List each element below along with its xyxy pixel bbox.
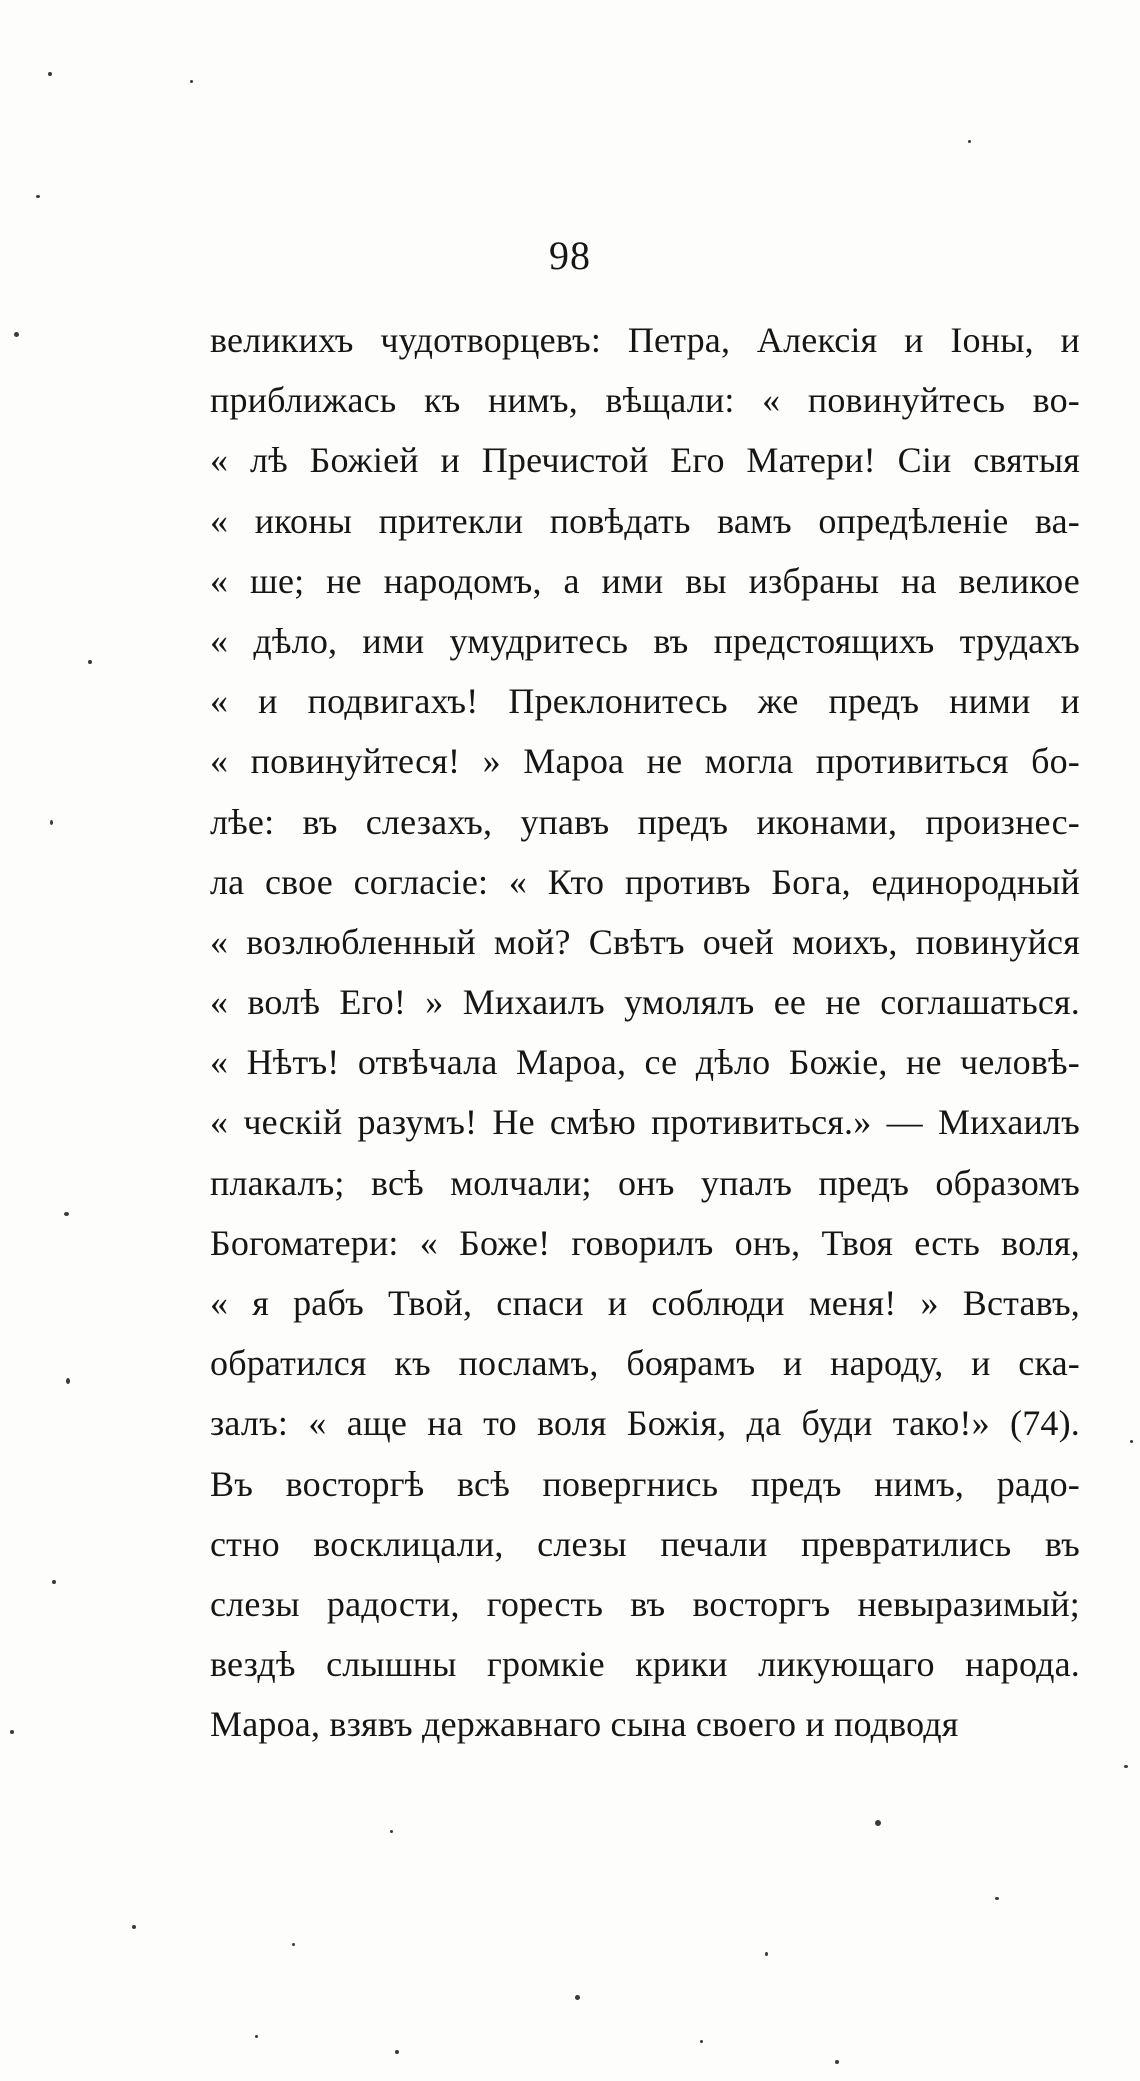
scan-speck bbox=[995, 1897, 999, 1900]
text-line: « дѣло, ими умудритесь въ предстоящихъ трудахъ bbox=[210, 620, 1080, 661]
page-number: 98 bbox=[549, 233, 591, 278]
text-line: стно восклицали, слезы печали превратились въ bbox=[210, 1523, 1080, 1564]
text-line: обратился къ посламъ, боярамъ и народу, и ска- bbox=[210, 1343, 1080, 1384]
scan-speck bbox=[48, 72, 52, 76]
text-line: слезы радости, горесть въ восторгъ невыразимый; bbox=[210, 1583, 1080, 1624]
scan-speck bbox=[66, 1378, 70, 1384]
scan-speck bbox=[395, 2050, 399, 2054]
scan-speck bbox=[390, 1830, 393, 1833]
scan-speck bbox=[700, 2040, 703, 2043]
scan-speck bbox=[292, 1943, 295, 1946]
scan-speck bbox=[10, 1730, 14, 1734]
text-line: « возлюбленный мой? Свѣтъ очей моихъ, повинуйся bbox=[210, 921, 1080, 962]
text-line: великихъ чудотворцевъ: Петра, Алексія и Іоны, и bbox=[210, 320, 1080, 360]
scan-speck bbox=[14, 332, 19, 337]
scan-speck bbox=[1124, 1765, 1128, 1768]
text-line: Мароа, взявъ державнаго сына своего и подводя bbox=[210, 1704, 959, 1745]
scan-speck bbox=[765, 1952, 768, 1956]
text-line: « и подвигахъ! Преклонитесь же предъ ними и bbox=[210, 681, 1080, 722]
scan-speck bbox=[36, 195, 40, 198]
text-line: « лѣ Божіей и Пречистой Его Матери! Сіи святыя bbox=[210, 440, 1080, 481]
text-line: « иконы притекли повѣдать вамъ опредѣленіе ва- bbox=[210, 500, 1080, 541]
scan-speck bbox=[190, 80, 193, 83]
scan-speck bbox=[1130, 1440, 1133, 1443]
text-line: « повинуйтеся! » Мароа не могла противиться бо- bbox=[210, 741, 1080, 782]
scan-speck bbox=[968, 140, 971, 143]
scan-speck bbox=[88, 660, 92, 664]
scan-speck bbox=[255, 2035, 258, 2038]
text-line: « я рабъ Твой, спаси и соблюди меня! » Вставъ, bbox=[210, 1283, 1080, 1323]
scan-speck bbox=[52, 1580, 56, 1584]
text-line: вездѣ слышны громкіе крики ликующаго народа. bbox=[210, 1644, 1080, 1685]
scan-speck bbox=[835, 2060, 839, 2064]
scan-speck bbox=[875, 1820, 881, 1826]
scan-speck bbox=[575, 1995, 580, 2000]
scan-speck bbox=[50, 820, 53, 825]
body-text bbox=[210, 310, 1080, 1755]
text-line: приближась къ нимъ, вѣщали: « повинуйтесь во- bbox=[210, 380, 1080, 421]
text-line: « волѣ Его! » Михаилъ умолялъ ее не соглашаться. bbox=[210, 982, 1080, 1023]
scan-speck bbox=[64, 1212, 69, 1216]
text-line: « ческій разумъ! Не смѣю противиться.» — Михаилъ bbox=[210, 1102, 1080, 1143]
text-line: Богоматери: « Боже! говорилъ онъ, Твоя есть воля, bbox=[210, 1222, 1080, 1263]
text-line: ла свое согласіе: « Кто противъ Бога, единородный bbox=[210, 861, 1080, 902]
text-line: залъ: « аще на то воля Божія, да буди тако!» (74). bbox=[210, 1403, 1080, 1444]
text-line: плакалъ; всѣ молчали; онъ упалъ предъ образомъ bbox=[210, 1162, 1080, 1203]
text-line: лѣе: въ слезахъ, упавъ предъ иконами, произнес- bbox=[210, 801, 1080, 842]
text-line: Въ восторгѣ всѣ повергнись предъ нимъ, радо- bbox=[210, 1463, 1080, 1504]
text-line: « ше; не народомъ, а ими вы избраны на великое bbox=[210, 560, 1080, 601]
text-line: « Нѣтъ! отвѣчала Мароа, се дѣло Божіе, не человѣ- bbox=[210, 1042, 1080, 1083]
scan-speck bbox=[132, 1925, 136, 1929]
